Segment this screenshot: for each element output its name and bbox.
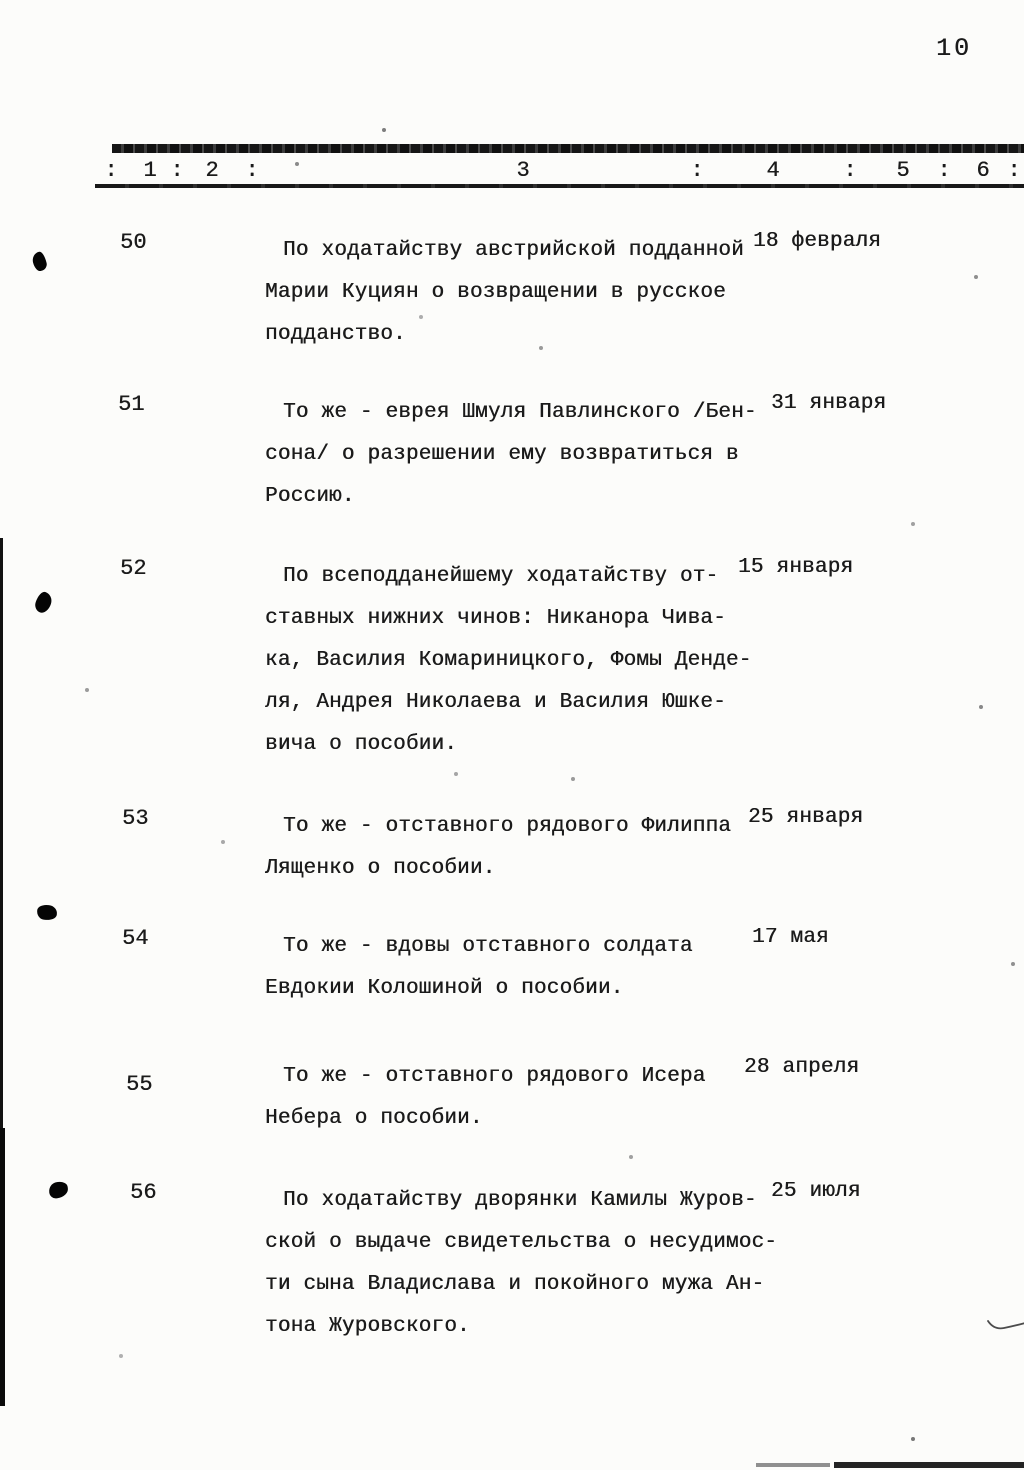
header-column-3: 3	[516, 158, 530, 183]
header-bottom-rule	[95, 184, 1024, 188]
entry-text-line: ской о выдаче свидетельства о несудимос-	[265, 1231, 778, 1254]
ink-spot	[33, 590, 54, 615]
entry-text-line: Евдокии Колошиной о пособии.	[265, 977, 624, 1000]
scan-bottom-rule	[756, 1463, 830, 1467]
header-top-rule	[112, 144, 1024, 153]
entry-text-line: Марии Куциян о возвращении в русское	[265, 281, 726, 304]
entry-text-line: ставных нижних чинов: Никанора Чива-	[265, 607, 726, 630]
entry-date: 28 апреля	[744, 1056, 860, 1079]
header-column-1: 1	[143, 158, 157, 183]
header-colon: :	[690, 158, 704, 183]
entry-date: 17 мая	[752, 926, 829, 949]
entry-text-line: ти сына Владислава и покойного мужа Ан-	[265, 1273, 765, 1296]
header-colon: :	[170, 158, 184, 183]
entry-number: 52	[120, 556, 147, 581]
header-colon: :	[104, 158, 118, 183]
scan-edge-line	[0, 1128, 5, 1406]
entry-date: 31 января	[771, 392, 887, 415]
entry-text-line: То же - вдовы отставного солдата	[283, 935, 693, 958]
entry-description	[265, 1056, 705, 1140]
entry-date: 18 февраля	[753, 230, 882, 253]
entry-text-line: тона Журовского.	[265, 1315, 470, 1338]
entry-text-line: То же - отставного рядового Исера	[283, 1065, 706, 1088]
entry-text-line: По ходатайству дворянки Камилы Журов-	[283, 1189, 757, 1212]
entry-number: 51	[118, 392, 145, 417]
entry-text-line: ка, Василия Комариницкого, Фомы Денде-	[265, 649, 752, 672]
header-colon: :	[1007, 158, 1021, 183]
entry-number: 56	[130, 1180, 157, 1205]
scan-noise-specks	[0, 0, 2, 2]
header-colon: :	[937, 158, 951, 183]
entry-text-line: По всеподданейшему ходатайству от-	[283, 565, 719, 588]
entry-number: 50	[120, 230, 147, 255]
entry-description	[265, 556, 751, 766]
scan-bottom-rule	[834, 1462, 1024, 1468]
header-colon: :	[245, 158, 259, 183]
entry-text-line: Россию.	[265, 485, 355, 508]
entry-text-line: сона/ о разрешении ему возвратиться в	[265, 443, 739, 466]
entry-number: 54	[122, 926, 149, 951]
entry-text-line: То же - отставного рядового Филиппа	[283, 815, 732, 838]
entry-text-line: ля, Андрея Николаева и Василия Юшке-	[265, 691, 726, 714]
ink-spot	[48, 1181, 69, 1199]
header-colon: :	[843, 158, 857, 183]
entry-text-line: То же - еврея Шмуля Павлинского /Бен-	[283, 401, 757, 424]
entry-date: 25 января	[748, 806, 864, 829]
entry-description	[265, 392, 757, 518]
pen-mark-curve	[986, 1314, 1024, 1334]
entry-date: 15 января	[738, 556, 854, 579]
ink-spot	[31, 251, 48, 273]
entry-text-line: подданство.	[265, 323, 406, 346]
entry-text-line: Лященко о пособии.	[265, 857, 496, 880]
entry-description	[265, 1180, 777, 1348]
ink-spot	[36, 904, 58, 922]
entry-description	[265, 926, 693, 1010]
entry-text-line: вича о пособии.	[265, 733, 458, 756]
entry-number: 53	[122, 806, 149, 831]
entry-date: 25 июля	[771, 1180, 861, 1203]
entry-description	[265, 806, 731, 890]
header-column-5: 5	[896, 158, 910, 183]
header-column-2: 2	[205, 158, 219, 183]
header-column-4: 4	[766, 158, 780, 183]
entry-text-line: Небера о пособии.	[265, 1107, 483, 1130]
header-column-6: 6	[976, 158, 990, 183]
entry-description	[265, 230, 744, 356]
entry-number: 55	[126, 1072, 153, 1097]
entry-text-line: По ходатайству австрийской подданной	[283, 239, 744, 262]
page-number: 10	[936, 34, 973, 63]
